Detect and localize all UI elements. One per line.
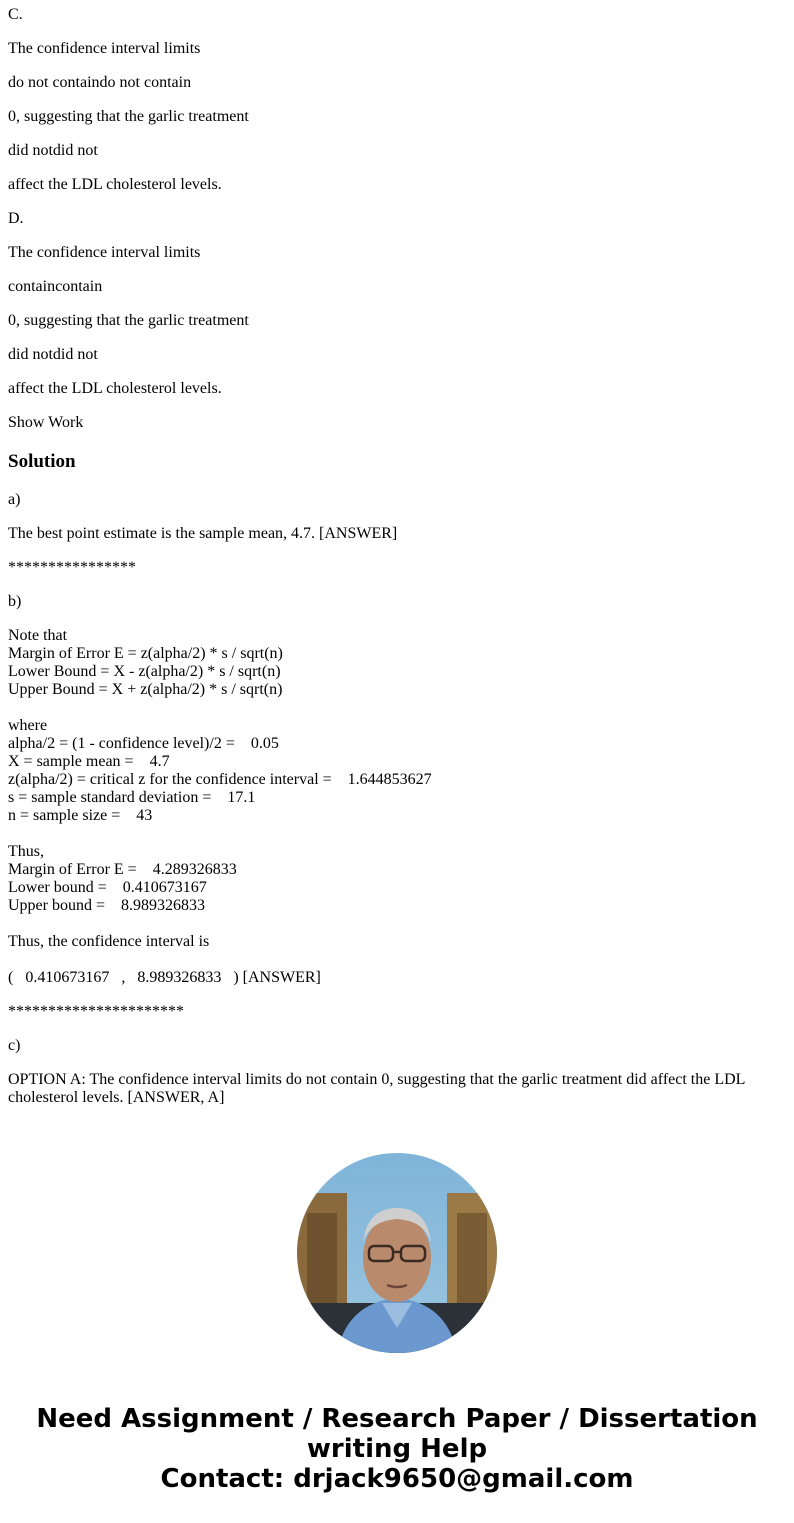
author-photo-icon xyxy=(297,1153,497,1353)
option-c-text-2: do not containdo not contain xyxy=(8,74,192,91)
option-d-label: D. xyxy=(8,210,24,227)
separator-2: ********************** xyxy=(8,1003,184,1020)
solution-heading: Solution xyxy=(8,451,76,472)
note-line: Note that xyxy=(8,627,68,644)
margin-formula-line: Margin of Error E = z(alpha/2) * s / sqrt(n) xyxy=(8,645,283,662)
separator-1: **************** xyxy=(8,559,136,576)
option-c-text-4: did notdid not xyxy=(8,142,98,159)
option-c-text-3: 0, suggesting that the garlic treatment xyxy=(8,108,249,125)
sample-mean-line: X = sample mean = 4.7 xyxy=(8,753,170,770)
part-c-label: c) xyxy=(8,1037,21,1054)
results-block xyxy=(8,843,237,915)
formula-block xyxy=(8,627,283,699)
option-c-text-5: affect the LDL cholesterol levels. xyxy=(8,176,222,193)
option-d-text-1: The confidence interval limits xyxy=(8,244,201,261)
critical-z-line: z(alpha/2) = critical z for the confidence interval = 1.644853627 xyxy=(8,771,432,788)
std-dev-line: s = sample standard deviation = 17.1 xyxy=(8,789,256,806)
upper-result-line: Upper bound = 8.989326833 xyxy=(8,897,206,914)
thus-line: Thus, xyxy=(8,843,44,860)
option-d-text-2: containcontain xyxy=(8,278,103,295)
option-c-text-1: The confidence interval limits xyxy=(8,40,201,57)
banner-line-1: Need Assignment / Research Paper / Dissertation xyxy=(36,1404,758,1434)
lower-result-line: Lower bound = 0.410673167 xyxy=(8,879,207,896)
alpha-line: alpha/2 = (1 - confidence level)/2 = 0.05 xyxy=(8,735,279,752)
banner-line-2: writing Help xyxy=(306,1434,488,1464)
part-b-label: b) xyxy=(8,593,22,610)
margin-result-line: Margin of Error E = 4.289326833 xyxy=(8,861,237,878)
show-work-text: Show Work xyxy=(8,414,84,431)
part-a-answer: The best point estimate is the sample mean, 4.7. [ANSWER] xyxy=(8,525,398,542)
author-avatar xyxy=(297,1153,497,1353)
banner-contact-line: Contact: drjack9650@gmail.com xyxy=(160,1464,634,1494)
part-c-answer: OPTION A: The confidence interval limits do not contain 0, suggesting that the garlic treatment did affect the LDL cholesterol levels. [ANSWER, A] xyxy=(8,1071,749,1106)
option-d-text-4: did notdid not xyxy=(8,346,98,363)
where-line: where xyxy=(8,717,48,734)
contact-banner xyxy=(0,1404,794,1494)
ci-intro: Thus, the confidence interval is xyxy=(8,933,210,950)
lower-bound-formula-line: Lower Bound = X - z(alpha/2) * s / sqrt(n) xyxy=(8,663,281,680)
sample-size-line: n = sample size = 43 xyxy=(8,807,153,824)
option-c-label: C. xyxy=(8,6,23,23)
upper-bound-formula-line: Upper Bound = X + z(alpha/2) * s / sqrt(n) xyxy=(8,681,283,698)
option-d-text-3: 0, suggesting that the garlic treatment xyxy=(8,312,249,329)
option-d-text-5: affect the LDL cholesterol levels. xyxy=(8,380,222,397)
ci-answer: ( 0.410673167 , 8.989326833 ) [ANSWER] xyxy=(8,969,321,986)
parameters-block xyxy=(8,717,432,825)
part-a-label: a) xyxy=(8,491,21,508)
